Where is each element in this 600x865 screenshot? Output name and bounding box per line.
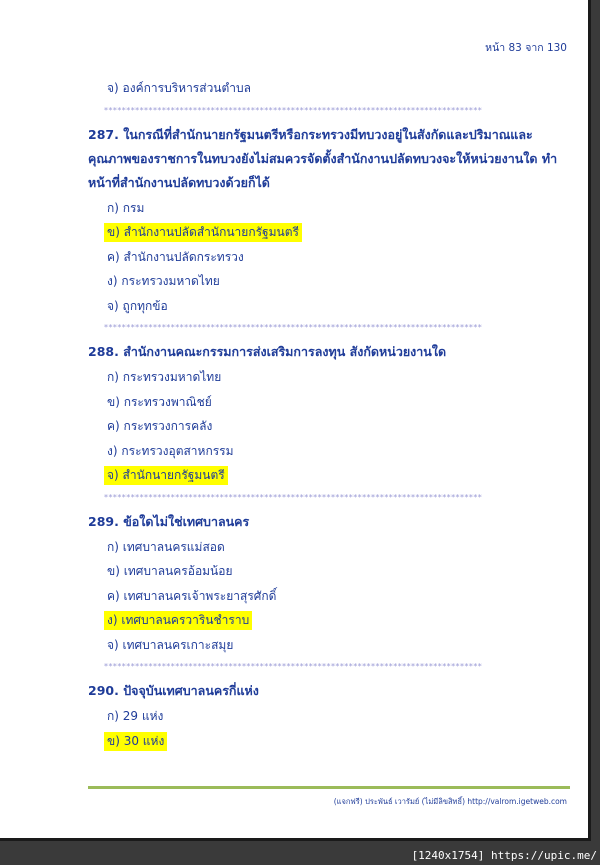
footer-credit: (แจกฟรี) ประพันธ์ เวารัมย์ (ไม่มีลิขสิทธิ์) http://valrom.igetweb.com xyxy=(333,797,567,806)
choice-label: ค) xyxy=(107,249,120,264)
separator-line: ************************************************************************************* xyxy=(104,662,483,671)
choice-text xyxy=(104,636,236,655)
choice-label: จ) xyxy=(107,298,119,313)
choice-label: จ) xyxy=(107,637,119,652)
choice-text xyxy=(104,442,237,461)
answer-choice xyxy=(104,269,591,294)
answer-choice xyxy=(104,439,591,464)
choice-label: ง) xyxy=(107,613,118,627)
choice-text xyxy=(104,466,228,485)
question-text: 289. ข้อใดไม่ใช่เทศบาลนคร xyxy=(88,513,250,529)
answer-choice-highlighted xyxy=(104,220,591,245)
choice-label: ก) xyxy=(107,200,119,215)
choice-text xyxy=(104,587,279,606)
choice-value: องค์การบริหารส่วนตำบล xyxy=(122,81,252,95)
answer-choice xyxy=(104,584,591,609)
question-text: 287. ในกรณีที่สำนักนายกรัฐมนตรีหรือกระทรวงมีทบวงอยู่ในสังกัดและปริมาณและคุณภาพของราชการในทบวงยังไม่สมควรจัดตั้งสำนักงานปลัดทบวงจะให้หน่วยงานใด ทำหน้าที่สำนักงานปลัดทบวงด้วยก็ได้ xyxy=(88,126,558,190)
page-number: หน้า 83 จาก 130 xyxy=(485,42,567,54)
choice-label: ก) xyxy=(107,539,119,554)
choice-value: กระทรวงพาณิชย์ xyxy=(123,394,212,409)
choice-text xyxy=(104,199,147,218)
answer-choice xyxy=(104,633,591,658)
answer-choice xyxy=(104,390,591,415)
choice-value: สำนักงานปลัดสำนักนายกรัฐมนตรี xyxy=(123,225,300,239)
choice-text xyxy=(104,538,228,557)
choice-label: ง) xyxy=(107,274,118,288)
choice-value: กระทรวงอุตสาหกรรม xyxy=(121,443,234,458)
choice-text xyxy=(104,79,254,98)
answer-choice xyxy=(104,559,591,584)
separator-line: ************************************************************************************* xyxy=(104,105,483,115)
choice-text xyxy=(104,417,215,436)
answer-choice xyxy=(104,76,591,101)
answer-choice xyxy=(104,704,591,729)
answer-choice xyxy=(104,245,591,270)
choice-label: ข) xyxy=(107,733,120,748)
choice-value: เทศบาลนครแม่สอด xyxy=(122,539,225,554)
choice-label: ค) xyxy=(107,419,120,433)
choice-value: ถูกทุกข้อ xyxy=(122,298,168,313)
choice-label: จ) xyxy=(107,468,119,482)
choice-value: กรม xyxy=(122,200,145,215)
choice-text xyxy=(104,611,252,630)
answer-choice xyxy=(104,535,591,560)
answer-choice xyxy=(104,294,591,319)
question-text: 290. ปัจจุบันเทศบาลนครกี่แห่ง xyxy=(88,683,259,698)
choice-text xyxy=(104,732,167,751)
choice-label: ข) xyxy=(107,394,120,409)
choice-label: ค) xyxy=(107,588,120,603)
choice-value: เทศบาลนครเกาะสมุย xyxy=(122,637,234,652)
choice-label: ข) xyxy=(107,225,120,239)
choice-text xyxy=(104,393,215,412)
choice-text xyxy=(104,272,223,291)
question-text: 288. สำนักงานคณะกรรมการส่งเสริมการลงทุน สังกัดหน่วยงานใด xyxy=(88,344,447,359)
exam-content xyxy=(0,76,591,753)
choice-value: เทศบาลนครวารินชำราบ xyxy=(121,613,250,627)
choice-label: ข) xyxy=(107,564,120,578)
choice-label: ก) xyxy=(107,709,119,723)
choice-text xyxy=(104,223,302,242)
choice-text xyxy=(104,562,236,581)
choice-label: ง) xyxy=(107,443,118,458)
choice-value: 30 แห่ง xyxy=(123,733,165,748)
answer-choice-highlighted xyxy=(104,608,591,633)
choice-value: สำนักงานปลัดกระทรวง xyxy=(123,249,244,264)
answer-choice-highlighted xyxy=(104,463,591,488)
choice-text xyxy=(104,368,224,387)
choice-text xyxy=(104,707,166,726)
choice-text xyxy=(104,297,171,316)
choice-value: เทศบาลนครเจ้าพระยาสุรศักดิ์ xyxy=(123,588,277,603)
choice-value: กระทรวงการคลัง xyxy=(123,419,213,433)
image-watermark: [1240x1754] https://upic.me/ xyxy=(411,849,597,862)
answer-choice xyxy=(104,414,591,439)
choice-text xyxy=(104,248,247,267)
separator-line: ************************************************************************************* xyxy=(104,323,483,332)
answer-choice xyxy=(104,365,591,390)
choice-value: 29 แห่ง xyxy=(122,709,164,723)
answer-choice xyxy=(104,196,591,221)
footer-divider xyxy=(88,786,570,789)
answer-choice-highlighted xyxy=(104,729,591,754)
choice-value: เทศบาลนครอ้อมน้อย xyxy=(123,564,233,578)
choice-value: สำนักนายกรัฐมนตรี xyxy=(122,468,225,482)
choice-value: กระทรวงมหาดไทย xyxy=(122,370,222,384)
choice-label: จ) xyxy=(107,81,119,95)
choice-label: ก) xyxy=(107,370,119,384)
separator-line: ************************************************************************************* xyxy=(104,492,483,502)
choice-value: กระทรวงมหาดไทย xyxy=(121,274,220,288)
